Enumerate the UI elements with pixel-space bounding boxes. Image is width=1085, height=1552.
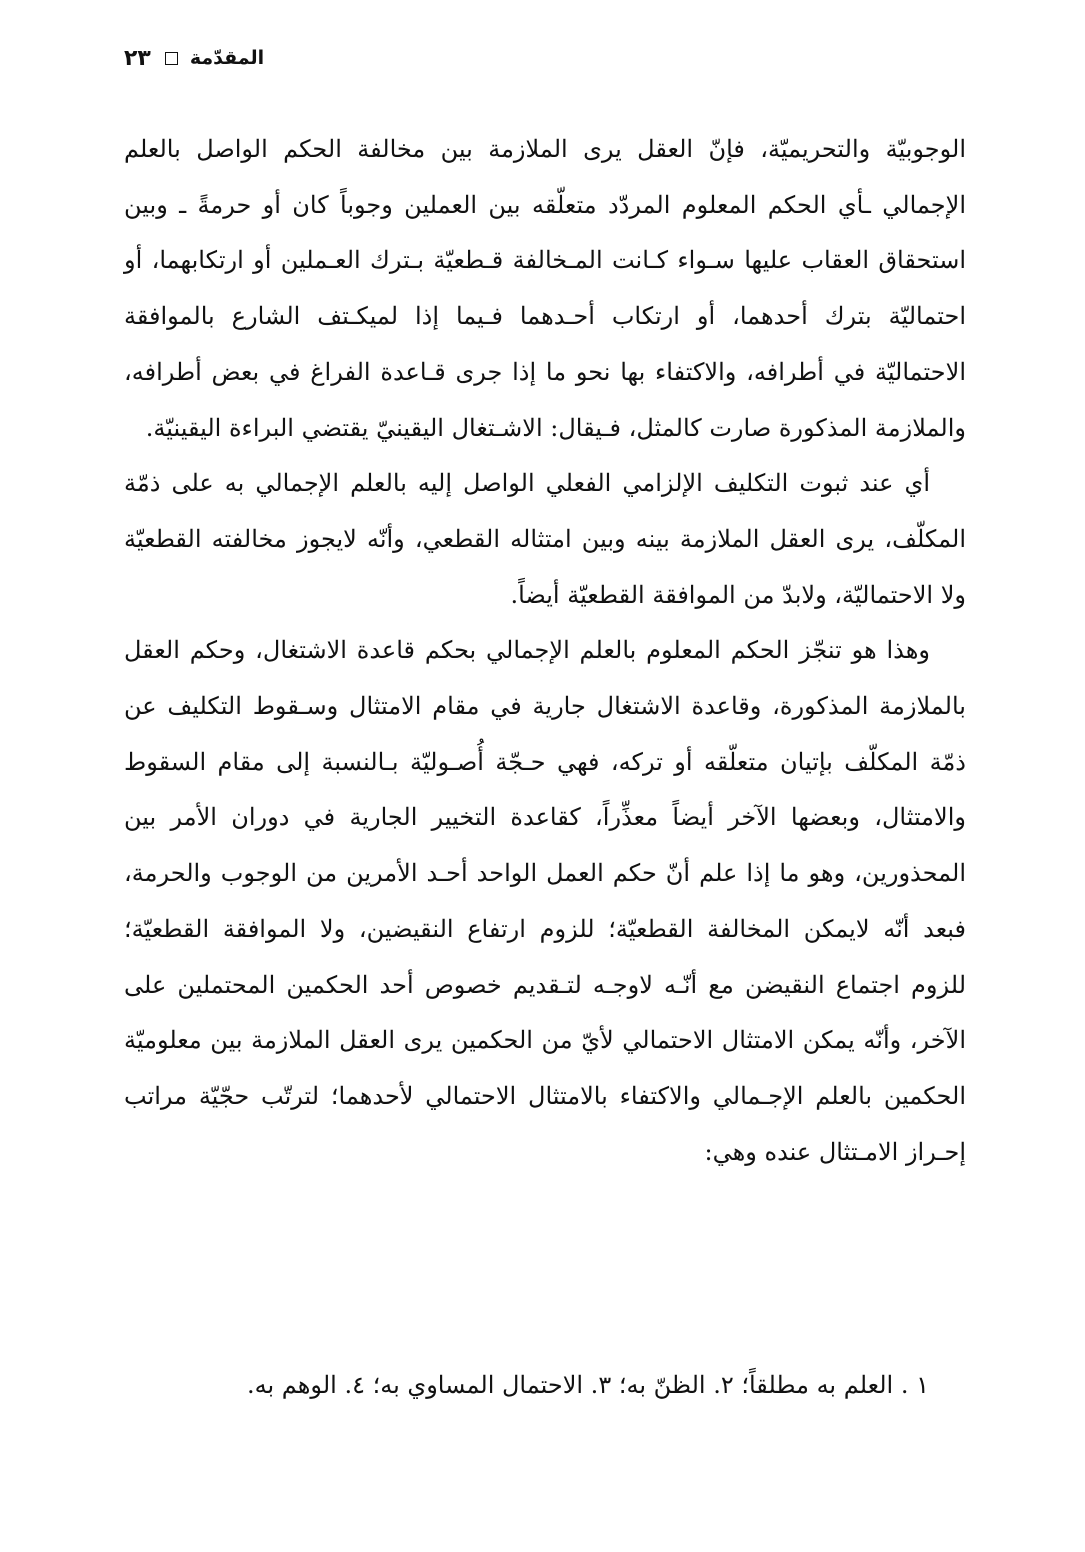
section-title: المقدّمة [189, 47, 265, 69]
paragraph-continuation: الوجوبيّة والتحريميّة، فإنّ العقل يرى الملازمة بين مخالفة الحكم الواصل بالعلم الإجمالي ـأي الحكم المعلوم المردّد متعلّقه بين العملين وجوباً كان أو حرمةً ـ وبين استحقاق العقاب عليها سـواء كـانت المـخالفة قـطعيّة بـترك العـملين أو ارتكابهما، أو احتماليّة بترك أحدهما، أو ارتكاب أحـدهما فـيما إذا لميكـتف الشارع بالموافقة الاحتماليّة في أطرافه، والاكتفاء بها نحو ما إذا جرى قـاعدة الفراغ في بعض أطرافه، والملازمة المذكورة صارت كالمثل، فـيقال: الاشـتغال اليقينيّ يقتضي البراءة اليقينيّة. [124, 135, 967, 442]
paragraph-main: وهذا هو تنجّز الحكم المعلوم بالعلم الإجمالي بحكم قاعدة الاشتغال، وحكم العقل بالملازمة المذكورة، وقاعدة الاشتغال جارية في مقام الامتثال وسـقوط التكليف عن ذمّة المكلّف بإتيان متعلّقه أو تركه، فهي حـجّة أُصـوليّة بـالنسبة إلى مقام السقوط والامتثال، وبعضها الآخر أيضاً معذِّراً، كقاعدة التخيير الجارية في دوران الأمر بين المحذورين، وهو ما إذا علم أنّ حكم العمل الواحد أحـد الأمرين من الوجوب والحرمة، فبعد أنّه لايمكن المخالفة القطعيّة؛ للزوم ارتفاع النقيضين، ولا الموافقة القطعيّة؛ للزوم اجتماع النقيضن مع أنّـه لاوجـه لتـقديم خصوص أحد الحكمين المحتملين على الآخر، وأنّه يمكن الامتثال الاحتمالي لأيّ من الحكمين يرى العقل الملازمة بين معلوميّة الحكمين بالعلم الإجـمالي والاكتفاء بالامتثال الاحتمالي لأحدهما؛ لترتّب حجّيّة مراتب إحـراز الامـتثال عنده وهي: [124, 636, 967, 1166]
square-separator-icon [165, 52, 178, 65]
page-number: ٢٣ [124, 45, 151, 71]
running-header [124, 40, 274, 76]
numbered-list: ١ . العلم به مطلقاً؛ ٢. الظنّ به؛ ٣. الاحتمال المساوي به؛ ٤. الوهم به. [247, 1371, 929, 1399]
body-text [124, 122, 966, 1180]
paragraph-explanation: أي عند ثبوت التكليف الإلزامي الفعلي الواصل إليه بالعلم الإجمالي به على ذمّة المكلّف، يرى العقل الملازمة بينه وبين امتثاله القطعي، وأنّه لايجوز مخالفته القطعيّة ولا الاحتماليّة، ولابدّ من الموافقة القطعيّة أيضاً. [124, 469, 967, 609]
